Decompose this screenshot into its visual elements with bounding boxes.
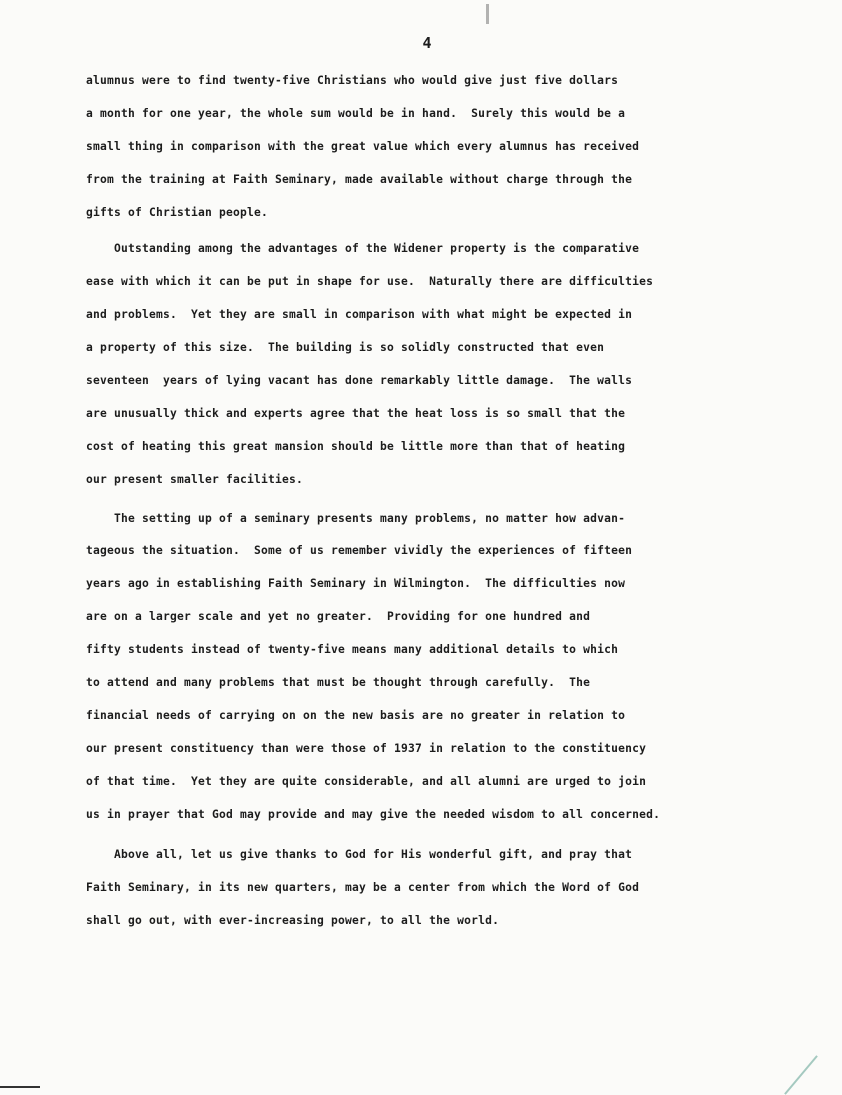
text-line: a property of this size. The building is so solidly constructed that even: [86, 341, 605, 354]
text-line: ease with which it can be put in shape for use. Naturally there are difficulties: [86, 275, 654, 288]
text-line: alumnus were to find twenty-five Christians who would give just five dollars: [86, 74, 619, 87]
text-line: of that time. Yet they are quite considerable, and all alumni are urged to join: [86, 775, 647, 788]
text-line: Above all, let us give thanks to God for His wonderful gift, and pray that: [86, 848, 633, 861]
text-line: The setting up of a seminary presents many problems, no matter how advan-: [86, 512, 626, 525]
scan-edge-mark: [0, 1086, 40, 1088]
text-line: are on a larger scale and yet no greater. Providing for one hundred and: [86, 610, 591, 623]
text-line: to attend and many problems that must be thought through carefully. The: [86, 676, 591, 689]
text-line: a month for one year, the whole sum would be in hand. Surely this would be a: [86, 107, 626, 120]
text-line: seventeen years of lying vacant has done remarkably little damage. The walls: [86, 374, 633, 387]
text-line: fifty students instead of twenty-five means many additional details to which: [86, 643, 619, 656]
page-number: 4: [422, 34, 432, 52]
text-line: our present constituency than were those of 1937 in relation to the constituency: [86, 742, 647, 755]
text-line: financial needs of carrying on on the new basis are no greater in relation to: [86, 709, 626, 722]
text-line: years ago in establishing Faith Seminary in Wilmington. The difficulties now: [86, 577, 626, 590]
text-line: are unusually thick and experts agree that the heat loss is so small that the: [86, 407, 626, 420]
corner-stroke: [784, 1055, 818, 1095]
text-line: gifts of Christian people.: [86, 206, 269, 219]
text-line: tageous the situation. Some of us remember vividly the experiences of fifteen: [86, 544, 633, 557]
text-line: small thing in comparison with the great value which every alumnus has received: [86, 140, 640, 153]
text-line: Outstanding among the advantages of the Widener property is the comparative: [86, 242, 640, 255]
text-line: Faith Seminary, in its new quarters, may be a center from which the Word of God: [86, 881, 640, 894]
text-line: us in prayer that God may provide and may give the needed wisdom to all concerned.: [86, 808, 661, 821]
text-line: from the training at Faith Seminary, made available without charge through the: [86, 173, 633, 186]
margin-mark: [486, 4, 489, 24]
text-line: shall go out, with ever-increasing power, to all the world.: [86, 914, 500, 927]
text-line: our present smaller facilities.: [86, 473, 304, 486]
text-line: cost of heating this great mansion should be little more than that of heating: [86, 440, 626, 453]
text-line: and problems. Yet they are small in comparison with what might be expected in: [86, 308, 633, 321]
